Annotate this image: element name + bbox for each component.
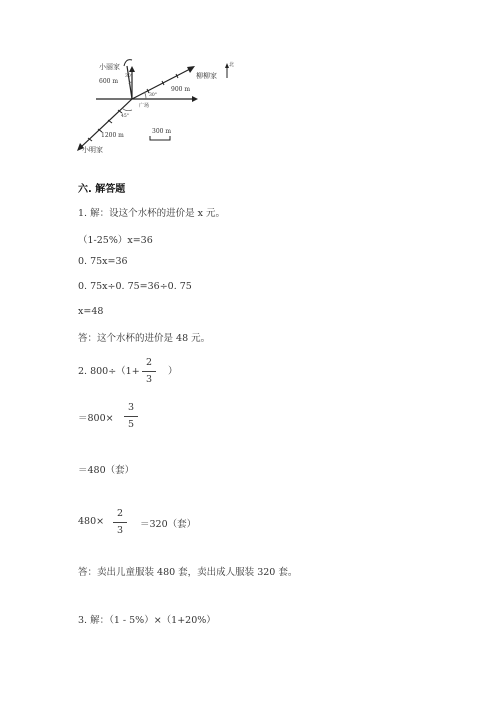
route-to-liuliu <box>132 69 190 99</box>
q2-line-4-suffix: ＝320（套） <box>140 519 197 530</box>
q2-fraction-2-numerator: 3 <box>127 402 135 413</box>
q1-line-1: 1. 解：设这个水杯的进价是 x 元。 <box>78 208 225 219</box>
angle-arc-southwest <box>122 108 132 111</box>
q2-answer: 答：卖出儿童服装 480 套，卖出成人服装 320 套。 <box>78 567 298 578</box>
label-xiaoli-home: 小丽家 <box>99 63 120 71</box>
q2-fraction-2 <box>124 402 138 431</box>
q1-answer: 答：这个水杯的进价是 48 元。 <box>78 333 211 344</box>
fraction-bar <box>142 371 156 372</box>
q1-line-2: （1-25%）x=36 <box>78 235 153 246</box>
q2-fraction-1-denominator: 3 <box>145 374 153 385</box>
scale-bar <box>150 136 170 140</box>
label-1200m: 1200 m <box>101 132 124 139</box>
q2-line-1-suffix: ） <box>168 366 178 377</box>
label-angle-45: 45° <box>121 114 129 119</box>
label-900m: 900 m <box>171 86 191 93</box>
north-arrowhead <box>129 66 135 72</box>
q2-fraction-3-denominator: 3 <box>116 525 124 536</box>
fraction-bar <box>113 522 127 523</box>
label-scale-300m: 300 m <box>152 128 172 135</box>
q2-fraction-2-denominator: 5 <box>127 419 135 430</box>
q1-line-5: x=48 <box>78 306 104 317</box>
fraction-bar <box>124 416 138 417</box>
label-angle-30-east: 30° <box>149 93 157 98</box>
label-angle-30-north: 30° <box>125 74 133 79</box>
q2-line-4-prefix: 480× <box>78 516 105 527</box>
label-xiaoming-home: 小明家 <box>82 146 103 154</box>
q2-line-3: ＝480（套） <box>78 465 135 476</box>
q2-fraction-1-numerator: 2 <box>145 357 153 368</box>
route-to-xiaoming <box>80 99 132 148</box>
q2-fraction-1 <box>142 357 156 386</box>
label-square: 广场 <box>139 103 150 109</box>
q1-line-3: 0. 75x=36 <box>78 256 128 267</box>
xiaoli-curve <box>124 60 132 66</box>
label-600m: 600 m <box>99 78 119 85</box>
q2-line-2-prefix: ＝800× <box>78 413 114 424</box>
label-north: 北 <box>229 62 235 68</box>
east-arrowhead <box>192 96 198 102</box>
section-title: 六. 解答题 <box>78 184 126 195</box>
q3-line-1: 3. 解：（1 - 5%）×（1+20%） <box>78 615 216 626</box>
q2-fraction-3 <box>113 508 127 537</box>
q1-line-4: 0. 75x÷0. 75=36÷0. 75 <box>78 281 192 292</box>
q2-line-1-prefix: 2. 800÷（1+ <box>78 366 140 377</box>
label-liuliu-home: 柳柳家 <box>196 72 217 80</box>
direction-map <box>72 52 242 157</box>
q2-fraction-3-numerator: 2 <box>116 508 124 519</box>
